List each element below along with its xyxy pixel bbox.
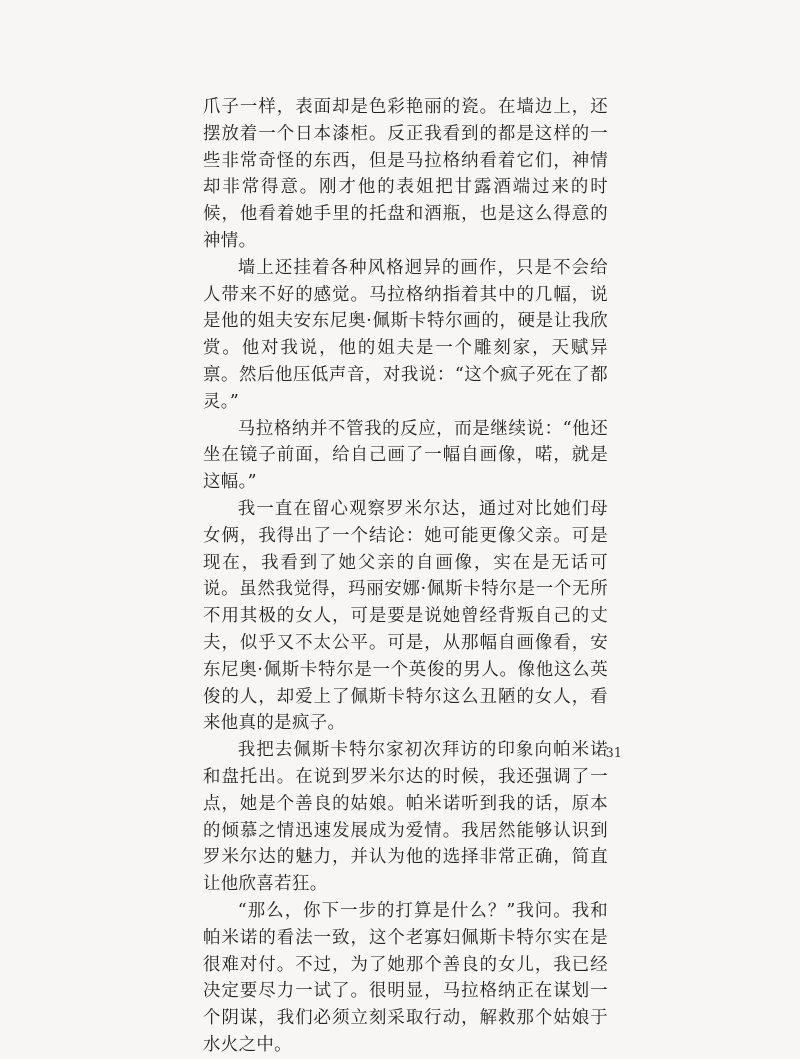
paragraph-1: 爪子一样，表面却是色彩艳丽的瓷。在墙边上，还摆放着一个日本漆柜。反正我看到的都是这样的一些非常奇怪的东西，但是马拉格纳看着它们，神情却非常得意。刚才他的表姐把甘露酒端过来的时候，他看着她手里的托盘和酒瓶，也是这么得意的神情。 bbox=[203, 97, 608, 251]
page-body bbox=[203, 94, 608, 1059]
paragraph-6: “那么，你下一步的打算是什么？”我问。我和帕米诺的看法一致，这个老寡妇佩斯卡特尔实在是很难对付。不过，为了她那个善良的女儿，我已经决定要尽力一试了。很明显，马拉格纳正在谋划一个阴谋，我们必须立刻采取行动，解救那个姑娘于水火之中。 bbox=[203, 900, 608, 1055]
paragraph-3: 马拉格纳并不管我的反应，而是继续说：“他还坐在镜子前面，给自己画了一幅自画像，喏，就是这幅。” bbox=[203, 418, 608, 493]
paragraph-5: 我把去佩斯卡特尔家初次拜访的印象向帕米诺和盘托出。在说到罗米尔达的时候，我还强调了一点，她是个善良的姑娘。帕米诺听到我的话，原本的倾慕之情迅速发展成为爱情。我居然能够认识到罗米尔达的魅力，并认为他的选择非常正确，简直让他欣喜若狂。 bbox=[203, 740, 608, 895]
page-number: 31 bbox=[605, 746, 622, 761]
paragraph-2: 墙上还挂着各种风格迥异的画作，只是不会给人带来不好的感觉。马拉格纳指着其中的几幅，说是他的姐夫安东尼奥·佩斯卡特尔画的，硬是让我欣赏。他对我说，他的姐夫是一个雕刻家，天赋异禀。然后他压低声音，对我说：“这个疯子死在了都灵。” bbox=[203, 257, 608, 412]
paragraph-4: 我一直在留心观察罗米尔达，通过对比她们母女俩，我得出了一个结论：她可能更像父亲。可是现在，我看到了她父亲的自画像，实在是无话可说。虽然我觉得，玛丽安娜·佩斯卡特尔是一个无所不用其极的女人，可是要是说她曾经背叛自己的丈夫，似乎又不太公平。可是，从那幅自画像看，安东尼奥·佩斯卡特尔是一个英俊的男人。像他这么英俊的人，却爱上了佩斯卡特尔这么丑陋的女人，看来他真的是疯子。 bbox=[203, 498, 608, 734]
